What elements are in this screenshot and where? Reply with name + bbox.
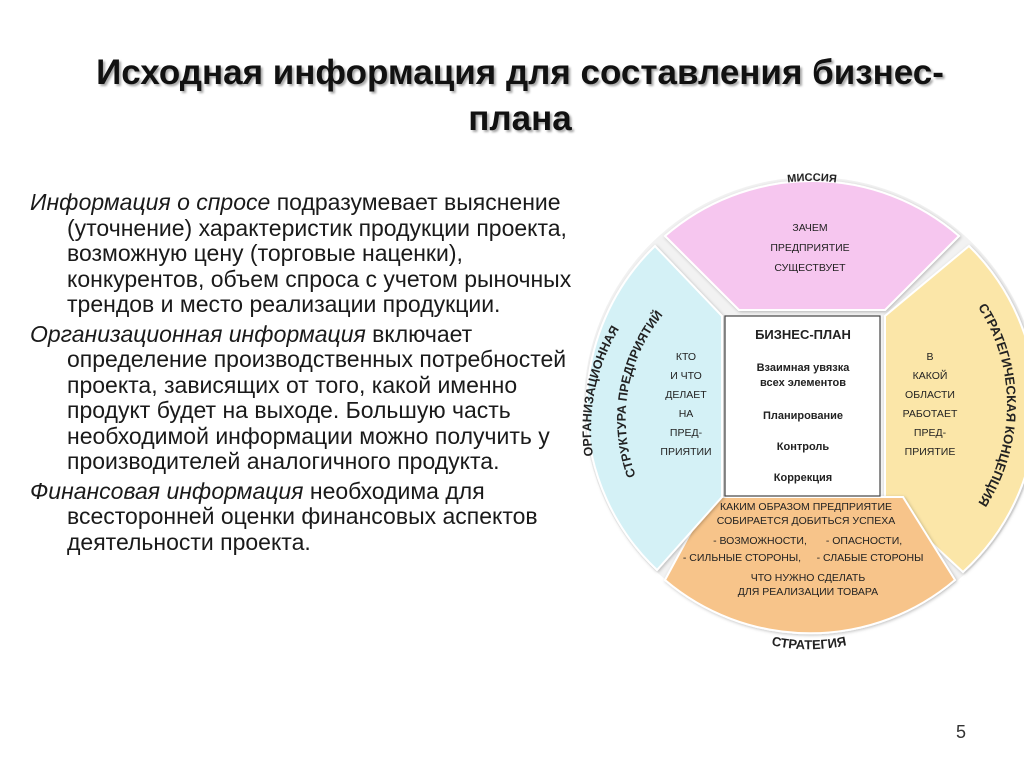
org-structure-label-outer: ОРГАНИЗАЦИОННАЯ — [580, 323, 622, 458]
mission-line-1: ЗАЧЕМ — [792, 222, 828, 234]
strategy-line-6: ДЛЯ РЕАЛИЗАЦИИ ТОВАРА — [737, 586, 879, 598]
page-number: 5 — [955, 722, 966, 742]
strategic-concept-label: СТРАТЕГИЧЕСКАЯ КОНЦЕПЦИЯ — [975, 300, 1019, 510]
strategic-line-5: ПРЕД- — [913, 427, 947, 439]
strategic-line-4: РАБОТАЕТ — [902, 408, 958, 420]
strategy-label: СТРАТЕГИЯ — [770, 633, 848, 653]
org-line-1: КТО — [675, 351, 697, 363]
strategic-line-1: В — [926, 351, 934, 363]
org-line-4: НА — [678, 408, 694, 420]
strategy-line-2: СОБИРАЕТСЯ ДОБИТЬСЯ УСПЕХА — [716, 515, 896, 527]
text-demand: подразумевает выяснение (уточнение) характеристик продукции проекта, возможную цену (торговые наценки), конкурентов, объем спроса с учетом рыночных трендов и место реализации продукции. — [67, 189, 572, 317]
strategy-line-5: ЧТО НУЖНО СДЕЛАТЬ — [750, 572, 866, 584]
strategic-line-6: ПРИЯТИЕ — [904, 446, 956, 458]
slide-title-line-2: плана — [468, 99, 572, 138]
org-line-3: ДЕЛАЕТ — [665, 389, 707, 401]
center-line-1: Взаимная увязка — [756, 362, 850, 374]
strategy-line-1: КАКИМ ОБРАЗОМ ПРЕДПРИЯТИЕ — [719, 501, 893, 513]
center-item-planning: Планирование — [762, 410, 844, 422]
text-organizational: включает определение производственных потребностей проекта, зависящих от того, какой именно продукт будет на выходе. Большую часть необходимой информации можно получить у производителей аналогичного продукта. — [67, 320, 567, 474]
term-financial: Финансовая информация — [30, 477, 304, 504]
strategy-strengths: - СИЛЬНЫЕ СТОРОНЫ, — [682, 552, 802, 564]
term-demand: Информация о спросе — [30, 189, 271, 215]
center-item-control: Контроль — [776, 441, 830, 453]
mission-line-2: ПРЕДПРИЯТИЕ — [770, 242, 850, 254]
business-plan-center-box — [725, 316, 880, 496]
org-line-5: ПРЕД- — [669, 427, 703, 439]
strategy-threats: - ОПАСНОСТИ, — [825, 535, 903, 547]
strategy-weaknesses: - СЛАБЫЕ СТОРОНЫ — [816, 552, 924, 564]
strategic-line-3: ОБЛАСТИ — [905, 389, 955, 401]
mission-line-3: СУЩЕСТВУЕТ — [774, 262, 846, 274]
text-financial: необходима для всесторонней оценки финансовых аспектов деятельности проекта. — [67, 477, 538, 555]
strategic-line-2: КАКОЙ — [912, 370, 948, 382]
strategy-opportunities: - ВОЗМОЖНОСТИ, — [713, 535, 807, 547]
org-line-2: И ЧТО — [670, 370, 702, 382]
org-line-6: ПРИЯТИИ — [660, 446, 712, 458]
slide-title-line-1: Исходная информация для составления бизнес- — [96, 53, 944, 92]
center-item-correction: Коррекция — [773, 472, 833, 484]
term-organizational: Организационная информация — [30, 320, 366, 347]
center-line-2: всех элементов — [760, 377, 846, 389]
mission-label: МИССИЯ — [786, 171, 838, 186]
org-structure-label-inner: СТРУКТУРА ПРЕДПРИЯТИЙ — [614, 307, 666, 480]
center-title: БИЗНЕС-ПЛАН — [755, 327, 851, 342]
